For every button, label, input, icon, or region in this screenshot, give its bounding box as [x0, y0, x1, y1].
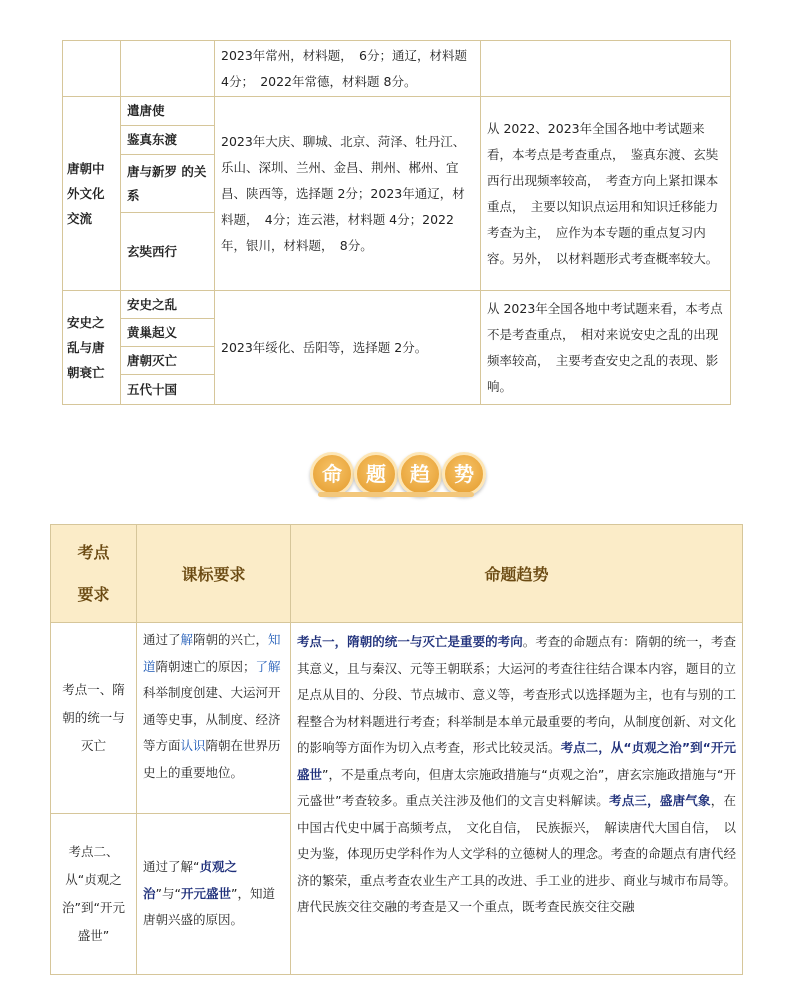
- kaodian-cell: 考点二、从“贞观之治”到“开元盛世”: [51, 814, 137, 975]
- text-segment: 了解: [255, 658, 281, 674]
- text-segment: 隋朝在世界历史上的重要地位。: [143, 738, 281, 780]
- header-line: 考点: [77, 542, 110, 562]
- empty-cell: [63, 41, 121, 97]
- text-segment: 从“: [610, 740, 632, 755]
- banner-underline: [318, 492, 474, 497]
- text-segment: 知道: [143, 632, 281, 674]
- text-segment: 通过了解“: [143, 859, 200, 875]
- trend-cell: [291, 623, 743, 975]
- subtopic-cell: 唐与新罗 的关系: [121, 155, 215, 213]
- trend-table: [50, 524, 743, 975]
- banner-char: 题: [354, 452, 398, 496]
- text-segment: 开元盛世: [180, 885, 231, 901]
- text-segment: ”到“: [681, 740, 711, 755]
- category-cell: 安史之乱与唐朝衰亡: [63, 291, 121, 405]
- empty-cell: [121, 41, 215, 97]
- text-segment: 认识: [180, 738, 206, 753]
- exam-list-cell: 2023年绥化、岳阳等，选择题 2分。: [215, 291, 481, 405]
- text-segment: ”，不是重点考向，但唐太宗施政措施与“贞观之治”，唐玄宗施政措施与“开元盛世”考查较多。重点关注涉及他们的文言史料解读。: [297, 766, 736, 808]
- text-segment: 开元盛世: [297, 740, 736, 782]
- text-segment: 通过了: [143, 632, 181, 647]
- text-segment: 考点三，: [608, 793, 660, 808]
- banner-char: 命: [310, 452, 354, 496]
- header-line: 要求: [77, 584, 110, 604]
- subtopic-cell: 鉴真东渡: [121, 126, 215, 155]
- exam-list-cell: 2023年常州，材料题， 6分；通辽，材料题4分； 2022年常德，材料题 8分。: [215, 41, 481, 97]
- exam-stats-table: [62, 40, 731, 405]
- text-segment: 。考查的命题点有：隋朝的统一，考查其意义，且与秦汉、元等王朝联系；大运河的考查往往结合课本内容，题目的立足点从目的、分段、节点城市、意义等，考查形式以选择题为主，也有与别的工程整合为材料题进行考查；科举制是本单元最重要的考向，从制度创新、对文化的影响等方面作为切入点考查，形式比较灵活。: [297, 634, 736, 755]
- requirement-cell: [137, 623, 291, 814]
- text-segment: 解: [180, 632, 194, 647]
- header-kebiao: 课标要求: [137, 525, 291, 623]
- subtopic-cell: 黄巢起义: [121, 319, 215, 347]
- text-segment: ，在中国古代史中属于高频考点， 文化自信， 民族振兴， 解读唐代大国自信， 以史为鉴，体现历史学科作为人文学科的立德树人的理念。考查的命题点有唐代经济的繁荣，重点考查农业生产工具的改进、手工业的进步、商业与城市布局等。唐代民族交往交融的考查是又一个重点，既考查民族交往交融: [297, 793, 736, 914]
- spacer: [52, 567, 135, 581]
- category-cell: 唐朝中外文化交流: [63, 97, 121, 291]
- subtopic-cell: 五代十国: [121, 375, 215, 405]
- banner-char: 趋: [398, 452, 442, 496]
- banner-char: 势: [442, 452, 486, 496]
- text-segment: 盛唐气象: [659, 793, 711, 808]
- analysis-cell: 从 2022、2023年全国各地中考试题来看，本考点是考查重点， 鉴真东渡、玄奘西行出现频率较高， 考查方向上紧扣课本重点， 主要以知识点运用和知识迁移能力考查为主， 应作为本专题的重点复习内容。另外， 以材料题形式考查概率较大。: [481, 97, 731, 291]
- text-segment: ”，知道唐朝兴盛的原因。: [143, 885, 275, 928]
- subtopic-cell: 遣唐使: [121, 97, 215, 126]
- text-segment: ”与“: [155, 885, 181, 901]
- kaodian-cell: 考点一、隋朝的统一与灭亡: [51, 623, 137, 814]
- text-segment: 考点二，: [560, 740, 611, 755]
- header-trend: 命题趋势: [291, 525, 743, 623]
- subtopic-cell: 安史之乱: [121, 291, 215, 319]
- analysis-cell: 从 2023年全国各地中考试题来看，本考点不是考查重点， 相对来说安史之乱的出现频率较高， 主要考查安史之乱的表现、影响。: [481, 291, 731, 405]
- text-segment: 隋朝的兴亡，: [193, 632, 269, 647]
- exam-list-cell: 2023年大庆、聊城、北京、菏泽、牡丹江、乐山、深圳、兰州、金昌、荆州、郴州、宜昌、陕西等，选择题 2分；2023年通辽，材料题， 4分；连云港，材料题 4分；2022年，银川，材料题， 8分。: [215, 97, 481, 291]
- text-segment: 贞观之治: [631, 740, 682, 755]
- requirement-cell: [137, 814, 291, 975]
- text-segment: 考点一，: [297, 634, 348, 649]
- subtopic-cell: 玄奘西行: [121, 213, 215, 291]
- empty-cell: [481, 41, 731, 97]
- header-kaodian: [51, 525, 137, 623]
- section-banner: [310, 452, 482, 498]
- subtopic-cell: 唐朝灭亡: [121, 347, 215, 375]
- text-segment: 隋朝速亡的原因；: [155, 658, 256, 674]
- text-segment: 科举制度创建、大运河开通等史事，从制度、经济等方面: [143, 685, 281, 753]
- text-segment: 隋朝的统一与灭亡是重要的考向: [347, 634, 523, 649]
- text-segment: 贞观之治: [143, 859, 237, 901]
